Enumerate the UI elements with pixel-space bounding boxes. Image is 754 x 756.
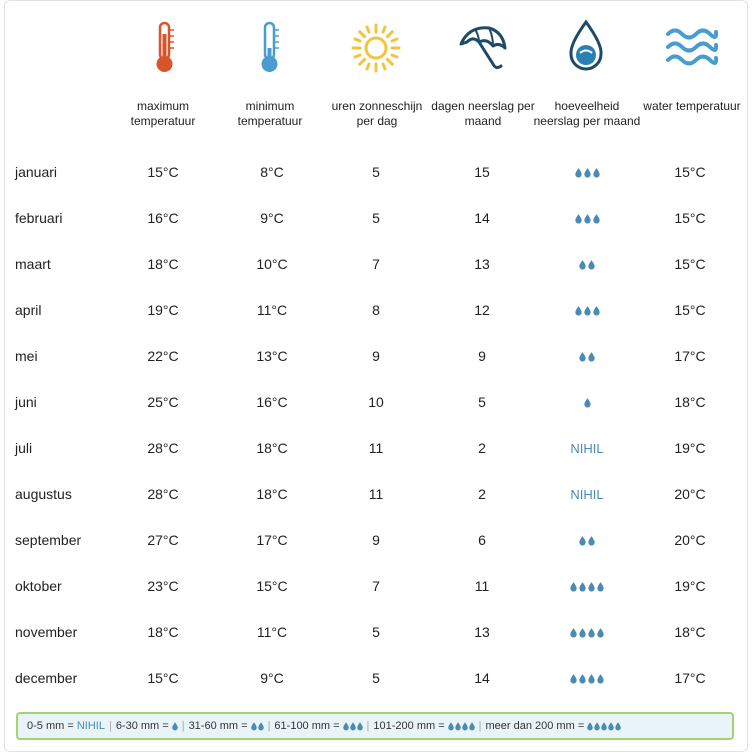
drop-icon xyxy=(597,582,604,592)
max-temp-cell: 18°C xyxy=(147,624,179,640)
header-water-temp: water temperatuur xyxy=(643,99,741,113)
max-temp-cell: 28°C xyxy=(147,486,179,502)
drop-icon xyxy=(615,722,621,731)
legend-entry xyxy=(189,720,264,732)
table-row xyxy=(0,206,754,230)
drop-icon xyxy=(570,628,577,638)
rain-amount-cell xyxy=(547,666,627,690)
header-min-temp: minimum temperatuur xyxy=(237,99,303,128)
rain-amount-cell xyxy=(547,344,627,368)
min-temp-cell: 11°C xyxy=(256,302,288,318)
legend-separator: | xyxy=(366,720,370,732)
month-name: juni xyxy=(15,394,37,410)
table-row xyxy=(0,574,754,598)
max-temp-cell: 18°C xyxy=(147,256,179,272)
month-name: april xyxy=(15,302,42,318)
rain-days-cell: 9 xyxy=(478,348,486,364)
drop-icon xyxy=(587,722,593,731)
rain-drops xyxy=(570,582,604,592)
legend-entry xyxy=(373,720,474,732)
drop-icon xyxy=(575,168,582,178)
sun-hours-cell: 11 xyxy=(368,440,384,456)
drop-icon xyxy=(608,722,614,731)
rain-drops xyxy=(579,260,595,270)
drop-icon xyxy=(601,722,607,731)
min-temp-cell: 18°C xyxy=(256,486,288,502)
rain-drops xyxy=(448,722,475,731)
legend-range: 0-5 mm = xyxy=(27,720,74,732)
drop-icon xyxy=(588,628,595,638)
rain-amount-cell xyxy=(547,436,627,460)
sun-hours-cell: 10 xyxy=(368,394,384,410)
rain-amount-cell xyxy=(547,298,627,322)
nihil-label: NIHIL xyxy=(570,487,604,502)
drop-icon xyxy=(579,674,586,684)
water-temp-cell: 20°C xyxy=(674,486,706,502)
max-temp-cell: 27°C xyxy=(147,532,179,548)
drop-icon xyxy=(584,306,591,316)
legend-separator: | xyxy=(181,720,185,732)
table-row xyxy=(0,344,754,368)
sun-hours-cell: 8 xyxy=(372,302,380,318)
month-name: september xyxy=(15,532,82,548)
umbrella-icon xyxy=(455,20,509,74)
rain-amount-cell xyxy=(547,620,627,644)
max-temp-cell: 15°C xyxy=(147,670,179,686)
min-temp-cell: 16°C xyxy=(256,394,288,410)
drop-icon xyxy=(570,582,577,592)
thermometer-cold-icon xyxy=(253,20,285,76)
legend-separator: | xyxy=(108,720,112,732)
rain-days-cell: 13 xyxy=(474,256,490,272)
header-max-temp: maximum temperatuur xyxy=(130,99,196,128)
rain-drops xyxy=(579,536,595,546)
sun-hours-cell: 5 xyxy=(372,624,380,640)
sun-hours-cell: 9 xyxy=(372,348,380,364)
min-temp-cell: 15°C xyxy=(256,578,288,594)
waves-icon xyxy=(664,24,720,70)
month-name: mei xyxy=(15,348,38,364)
rain-drops xyxy=(343,722,363,731)
drop-icon xyxy=(593,168,600,178)
month-name: oktober xyxy=(15,578,62,594)
drop-icon xyxy=(588,260,595,270)
legend-range: 61-100 mm = xyxy=(274,720,340,732)
legend-nihil: NIHIL xyxy=(73,720,105,732)
rain-days-cell: 5 xyxy=(478,394,486,410)
min-temp-cell: 9°C xyxy=(260,210,284,226)
drop-icon xyxy=(588,674,595,684)
legend-range: meer dan 200 mm = xyxy=(485,720,585,732)
drop-icon xyxy=(448,722,454,731)
table-row xyxy=(0,620,754,644)
rain-drops xyxy=(172,722,178,731)
max-temp-cell: 23°C xyxy=(147,578,179,594)
drop-icon xyxy=(350,722,356,731)
drop-icon xyxy=(575,214,582,224)
drop-icon xyxy=(594,722,600,731)
thermometer-hot-icon xyxy=(148,20,180,76)
drop-icon xyxy=(575,306,582,316)
min-temp-cell: 13°C xyxy=(256,348,288,364)
drop-icon xyxy=(570,674,577,684)
legend-entry xyxy=(274,720,362,732)
rain-days-cell: 2 xyxy=(478,486,486,502)
legend-range: 31-60 mm = xyxy=(188,720,248,732)
rain-days-cell: 11 xyxy=(474,578,490,594)
min-temp-cell: 17°C xyxy=(256,532,288,548)
rain-days-cell: 14 xyxy=(474,670,490,686)
max-temp-cell: 25°C xyxy=(147,394,179,410)
sun-icon xyxy=(350,22,402,74)
rain-days-cell: 15 xyxy=(474,164,490,180)
month-name: juli xyxy=(15,440,33,456)
drop-icon xyxy=(588,536,595,546)
rain-amount-cell xyxy=(547,482,627,506)
month-name: augustus xyxy=(15,486,72,502)
legend-entry xyxy=(486,720,622,732)
sun-hours-cell: 5 xyxy=(372,670,380,686)
water-temp-cell: 20°C xyxy=(674,532,706,548)
water-temp-cell: 15°C xyxy=(674,302,706,318)
max-temp-cell: 22°C xyxy=(147,348,179,364)
rain-amount-cell xyxy=(547,574,627,598)
table-row xyxy=(0,160,754,184)
drop-icon xyxy=(593,214,600,224)
legend-separator: | xyxy=(478,720,482,732)
header-rain-days: dagen neerslag per maand xyxy=(431,99,535,128)
min-temp-cell: 9°C xyxy=(260,670,284,686)
table-row xyxy=(0,666,754,690)
rain-days-cell: 13 xyxy=(474,624,490,640)
max-temp-cell: 28°C xyxy=(147,440,179,456)
drop-icon xyxy=(343,722,349,731)
month-name: februari xyxy=(15,210,63,226)
rain-drops xyxy=(579,352,595,362)
month-name: januari xyxy=(15,164,58,180)
sun-hours-cell: 7 xyxy=(372,256,380,272)
header-rain-amount: hoeveelheid neerslag per maand xyxy=(533,99,641,128)
drop-icon xyxy=(455,722,461,731)
water-temp-cell: 17°C xyxy=(674,670,706,686)
table-row xyxy=(0,298,754,322)
min-temp-cell: 8°C xyxy=(260,164,284,180)
water-temp-cell: 15°C xyxy=(674,256,706,272)
drop-icon xyxy=(579,628,586,638)
water-temp-cell: 18°C xyxy=(674,624,706,640)
legend-range: 6-30 mm = xyxy=(115,720,169,732)
rain-amount-cell xyxy=(547,206,627,230)
max-temp-cell: 19°C xyxy=(147,302,179,318)
table-row xyxy=(0,390,754,414)
drop-icon xyxy=(172,722,178,731)
table-row xyxy=(0,528,754,552)
water-temp-cell: 15°C xyxy=(674,164,706,180)
rain-legend xyxy=(16,712,734,740)
water-temp-cell: 15°C xyxy=(674,210,706,226)
drop-icon xyxy=(584,214,591,224)
min-temp-cell: 18°C xyxy=(256,440,288,456)
sun-hours-cell: 7 xyxy=(372,578,380,594)
rain-days-cell: 2 xyxy=(478,440,486,456)
table-row xyxy=(0,482,754,506)
rain-drops xyxy=(575,168,600,178)
rain-amount-cell xyxy=(547,528,627,552)
rain-days-cell: 6 xyxy=(478,532,486,548)
drop-icon xyxy=(251,722,257,731)
drop-icon xyxy=(579,352,586,362)
sun-hours-cell: 9 xyxy=(372,532,380,548)
max-temp-cell: 15°C xyxy=(147,164,179,180)
sun-hours-cell: 11 xyxy=(368,486,384,502)
min-temp-cell: 10°C xyxy=(256,256,288,272)
drop-icon xyxy=(588,582,595,592)
legend-entry xyxy=(27,720,105,732)
rain-amount-cell xyxy=(547,252,627,276)
max-temp-cell: 16°C xyxy=(147,210,179,226)
rain-drops xyxy=(575,214,600,224)
water-temp-cell: 19°C xyxy=(674,578,706,594)
drop-icon xyxy=(579,582,586,592)
min-temp-cell: 11°C xyxy=(256,624,288,640)
rain-amount-cell xyxy=(547,390,627,414)
legend-range: 101-200 mm = xyxy=(373,720,445,732)
drop-icon xyxy=(258,722,264,731)
rain-drops xyxy=(570,674,604,684)
month-name: november xyxy=(15,624,78,640)
drop-icon xyxy=(462,722,468,731)
drop-icon xyxy=(593,306,600,316)
water-temp-cell: 17°C xyxy=(674,348,706,364)
nihil-label: NIHIL xyxy=(570,441,604,456)
header-sun-hours: uren zonneschijn per dag xyxy=(331,99,423,128)
rain-drops xyxy=(570,628,604,638)
drop-icon xyxy=(357,722,363,731)
legend-entry xyxy=(116,720,178,732)
drop-icon xyxy=(579,536,586,546)
drop-icon xyxy=(588,352,595,362)
rain-drops xyxy=(251,722,264,731)
drop-icon xyxy=(469,722,475,731)
drop-icon xyxy=(597,674,604,684)
drop-icon xyxy=(584,398,591,408)
month-name: maart xyxy=(15,256,51,272)
water-temp-cell: 18°C xyxy=(674,394,706,410)
legend-separator: | xyxy=(267,720,271,732)
table-row xyxy=(0,436,754,460)
sun-hours-cell: 5 xyxy=(372,164,380,180)
rain-drops xyxy=(575,306,600,316)
sun-hours-cell: 5 xyxy=(372,210,380,226)
rain-drops xyxy=(587,722,621,731)
rain-days-cell: 14 xyxy=(474,210,490,226)
drop-icon xyxy=(579,260,586,270)
rain-days-cell: 12 xyxy=(474,302,490,318)
month-name: december xyxy=(15,670,78,686)
drop-icon xyxy=(584,168,591,178)
water-temp-cell: 19°C xyxy=(674,440,706,456)
rain-drops xyxy=(584,398,591,408)
drop-icon xyxy=(597,628,604,638)
water-drop-icon xyxy=(566,18,606,74)
rain-amount-cell xyxy=(547,160,627,184)
table-row xyxy=(0,252,754,276)
